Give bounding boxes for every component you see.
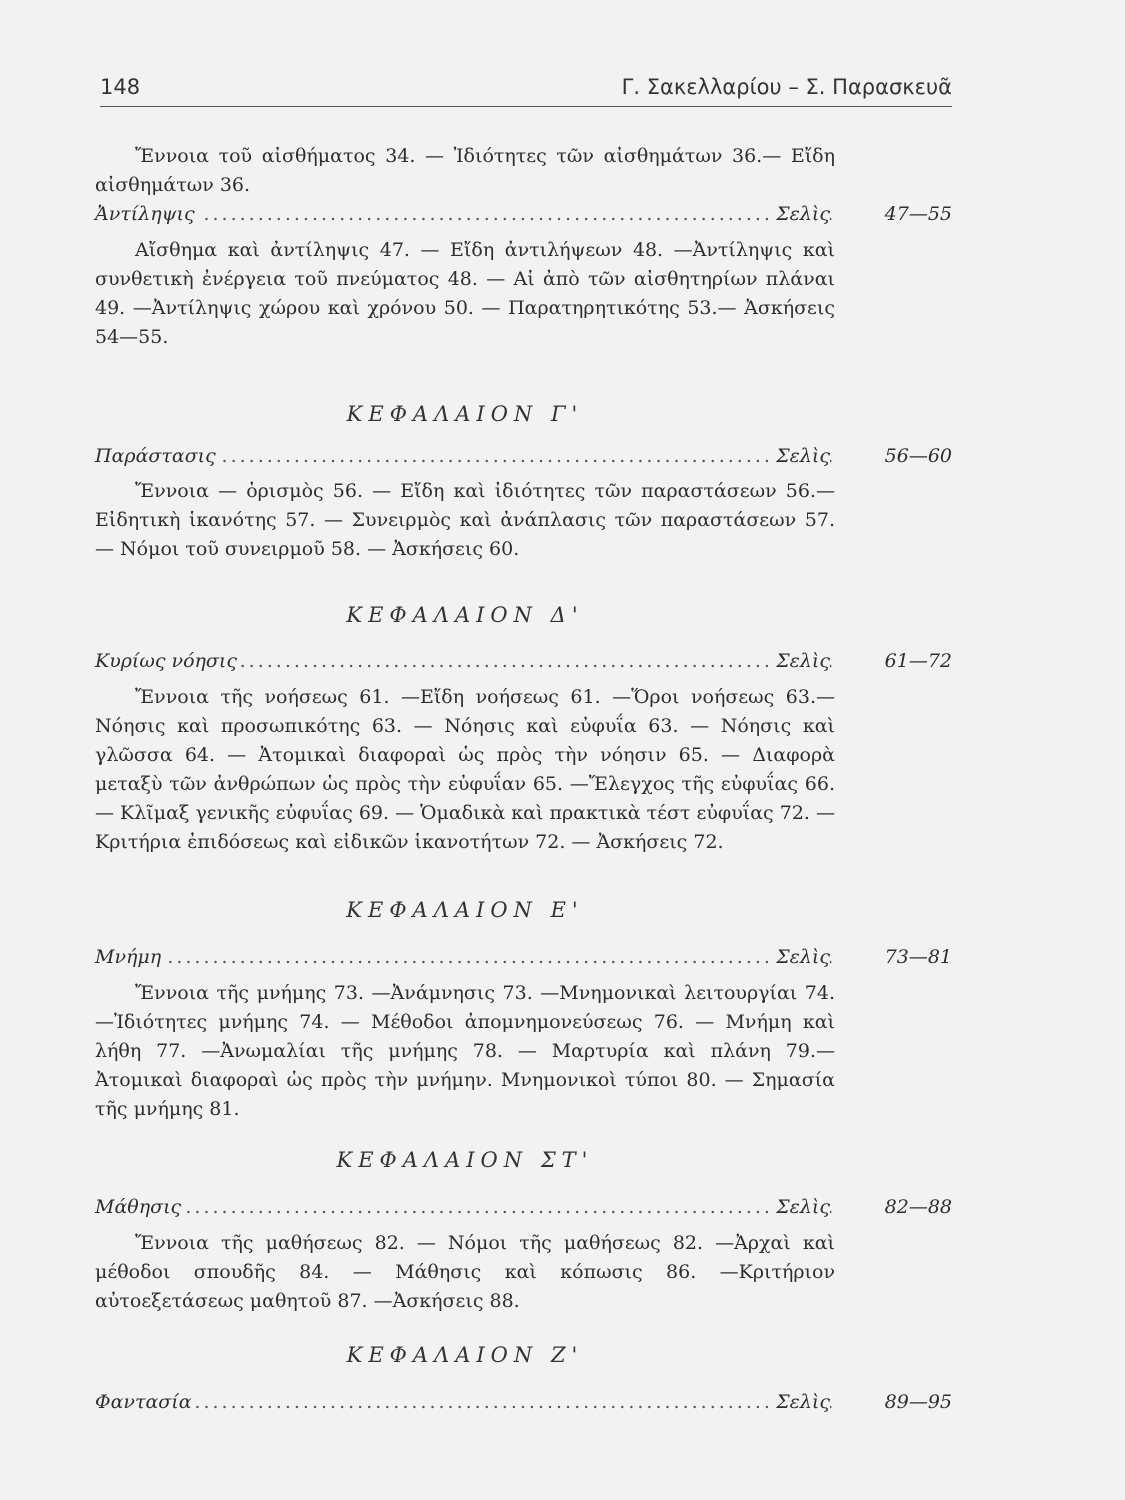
entry-description: Αἴσθημα καὶ ἀντίληψις 47. — Εἴδη ἀντιλήψεων 48. —Ἀντίληψις καὶ συνθετικὴ ἐνέργεια τοῦ πνεύματος 48. — Αἱ ἀπὸ τῶν αἰσθητηρίων πλάναι 49. —Ἀντίληψις χώρου καὶ χρόνου 50. — Παρατηρητικότης 53.— Ἀσκήσεις 54—55.: [95, 239, 835, 348]
page-range: 47—55: [884, 203, 952, 225]
entry-title: Φαντασία: [95, 1391, 196, 1413]
page-label: Σελὶς: [772, 203, 830, 225]
header-rule: [100, 106, 952, 107]
page-range: 56—60: [884, 445, 952, 467]
page-label: Σελὶς: [772, 946, 830, 968]
chapter-heading: ΚΕΦΑΛΑΙΟΝ Ε': [346, 898, 584, 922]
entry-description: Ἔννοια τῆς νοήσεως 61. —Εἴδη νοήσεως 61. —Ὅροι νοήσεως 63.— Νόησις καὶ προσωπικότης 63. — Νόησις καὶ εὐφυΐα 63. — Νόησις καὶ γλῶσσα 64. — Ἀτομικαὶ διαφοραὶ ὡς πρὸς τὴν νόησιν 65. — Διαφορὰ μεταξὺ τῶν ἀνθρώπων ὡς πρὸς τὴν εὐφυΐαν 65. —Ἔλεγχος τῆς εὐφυΐας 66. — Κλῖμαξ γενικῆς εὐφυΐας 69. — Ὁμαδικὰ καὶ πρακτικὰ τέστ εὐφυΐας 72. — Κριτήρια ἐπιδόσεως καὶ εἰδικῶν ἱκανοτήτων 72. — Ἀσκήσεις 72.: [95, 686, 835, 853]
page-number: 148: [100, 75, 141, 99]
page-header: [100, 75, 952, 109]
page-range: 89—95: [884, 1391, 952, 1413]
page-label: Σελὶς: [772, 1196, 830, 1218]
entry-description: Ἔννοια τῆς μνήμης 73. —Ἀνάμνησις 73. —Μνημονικαὶ λειτουργίαι 74. —Ἰδιότητες μνήμης 74. — Μέθοδοι ἀπομνημονεύσεως 76. — Μνήμη καὶ λήθη 77. —Ἀνωμαλίαι τῆς μνήμης 78. — Μαρτυρία καὶ πλάνη 79.— Ἀτομικαὶ διαφοραὶ ὡς πρὸς τὴν μνήμην. Μνημονικοὶ τύποι 80. — Σημασία τῆς μνήμης 81.: [95, 982, 835, 1120]
entry-description: Ἔννοια τῆς μαθήσεως 82. — Νόμοι τῆς μαθήσεως 82. —Ἀρχαὶ καὶ μέθοδοι σπουδῆς 84. — Μάθησις καὶ κόπωσις 86. —Κριτήριον αὐτοεξετάσεως μαθητοῦ 87. —Ἀσκήσεις 88.: [95, 1232, 835, 1312]
leader-dots: [95, 946, 832, 968]
chapter-heading: ΚΕΦΑΛΑΙΟΝ Γ': [346, 402, 584, 426]
leader-dots: [95, 203, 832, 225]
entry-title: Ἀντίληψις: [95, 203, 199, 225]
toc-entry-noisis: [95, 646, 952, 680]
entry-title: Μάθησις: [95, 1196, 185, 1218]
page-range: 61—72: [884, 650, 952, 672]
chapter-heading: ΚΕΦΑΛΑΙΟΝ Ζ': [346, 1343, 584, 1367]
intro-paragraph: Ἔννοια τοῦ αἰσθήματος 34. — Ἰδιότητες τῶν αἰσθημάτων 36.— Εἴδη αἰσθημάτων 36.: [95, 145, 835, 196]
toc-entry-mathisis: [95, 1192, 952, 1226]
chapter-heading: ΚΕΦΑΛΑΙΟΝ Δ': [346, 603, 584, 627]
chapter-heading: ΚΕΦΑΛΑΙΟΝ ΣΤ': [336, 1148, 594, 1172]
toc-entry-fantasia: [95, 1387, 952, 1421]
page-range: 73—81: [884, 946, 952, 968]
running-head: Γ. Σακελλαρίου – Σ. Παρασκευᾶ: [621, 75, 952, 99]
entry-title: Κυρίως νόησις: [95, 650, 241, 672]
entry-description: Ἔννοια — ὁρισμὸς 56. — Εἴδη καὶ ἰδιότητες τῶν παραστάσεων 56.— Εἰδητικὴ ἱκανότης 57. — Συνειρμὸς καὶ ἀνάπλασις τῶν παραστάσεων 57. — Νόμοι τοῦ συνειρμοῦ 58. — Ἀσκήσεις 60.: [95, 480, 835, 560]
toc-entry-parastasis: [95, 441, 952, 475]
entry-title: Παράστασις: [95, 445, 220, 467]
entry-title: Μνήμη: [95, 946, 165, 968]
page-range: 82—88: [884, 1196, 952, 1218]
page-label: Σελὶς: [772, 650, 830, 672]
page-label: Σελὶς: [772, 1391, 830, 1413]
leader-dots: [95, 1391, 832, 1413]
page-label: Σελὶς: [772, 445, 830, 467]
toc-entry-mnimi: [95, 942, 952, 976]
toc-entry-antilipsis: [95, 199, 952, 233]
leader-dots: [95, 1196, 832, 1218]
